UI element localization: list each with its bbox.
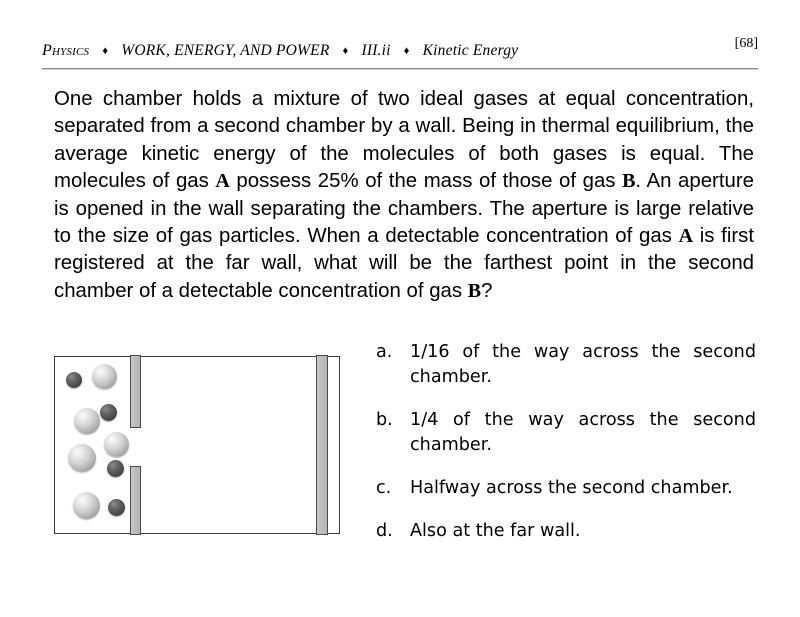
header-unit: WORK, ENERGY, AND POWER <box>121 42 330 59</box>
header-subject: Physics <box>42 42 90 59</box>
header-section: III.ii <box>361 42 391 59</box>
molecule-gas-a <box>92 364 117 389</box>
molecule-gas-a <box>68 444 96 472</box>
molecule-gas-b <box>66 372 82 388</box>
molecule-gas-b <box>108 499 125 516</box>
answer-choice-letter: c. <box>376 478 392 498</box>
question-text-part-1: One chamber holds a mixture of two ideal gases at equal concentration, separated from a second chamber by a wall. Being in thermal equilibrium, the average kinetic energy of the molecules of both gases is equal. The molecules of gas <box>54 88 754 193</box>
answer-choice-text: 1/4 of the way across the second chamber. <box>410 410 756 455</box>
header-divider-rule <box>42 68 758 70</box>
header-breadcrumb <box>42 42 518 60</box>
answer-choice-letter: a. <box>376 342 393 362</box>
answer-choice-a[interactable] <box>376 340 756 390</box>
answer-choice-letter: b. <box>376 410 393 430</box>
page-number: [68] <box>734 36 758 51</box>
diamond-separator-icon: ♦ <box>102 45 109 57</box>
molecule-gas-a <box>74 408 100 434</box>
question-text-part-4: is first registered at the far wall, what will be the farthest point in the second chamber of a detectable concentration of gas <box>54 225 754 302</box>
question-paragraph <box>54 86 754 305</box>
answer-choice-d[interactable] <box>376 519 756 544</box>
gas-label-b: B <box>467 279 482 302</box>
answer-choice-text: Also at the far wall. <box>410 521 581 541</box>
answer-choice-c[interactable] <box>376 476 756 501</box>
divider-wall-bottom <box>130 466 141 535</box>
far-wall <box>316 355 328 535</box>
diamond-separator-icon: ♦ <box>342 45 349 57</box>
question-text-part-5: ? <box>481 279 493 302</box>
molecule-gas-b <box>107 460 124 477</box>
molecule-gas-a <box>73 492 100 519</box>
gas-label-b: B <box>622 170 636 193</box>
gas-label-a: A <box>678 225 694 248</box>
divider-wall-top <box>130 355 141 428</box>
gas-chamber-diagram <box>54 356 340 534</box>
answer-choice-letter: d. <box>376 521 393 541</box>
answer-choice-text: 1/16 of the way across the second chamber. <box>410 342 756 387</box>
answer-choice-b[interactable] <box>376 408 756 458</box>
answer-choice-text: Halfway across the second chamber. <box>410 478 733 498</box>
molecule-gas-a <box>104 432 129 457</box>
diamond-separator-icon: ♦ <box>403 45 410 57</box>
gas-label-a: A <box>215 170 230 193</box>
page-header <box>42 36 758 66</box>
answer-choice-list <box>376 340 756 562</box>
question-text-part-3: . An aperture is opened in the wall separating the chambers. The aperture is large relative to the size of gas particles. When a detectable concentration of gas <box>54 170 754 248</box>
molecule-gas-b <box>100 404 117 421</box>
question-text-part-2: possess 25% of the mass of those of gas <box>229 170 623 193</box>
header-topic: Kinetic Energy <box>422 42 519 59</box>
